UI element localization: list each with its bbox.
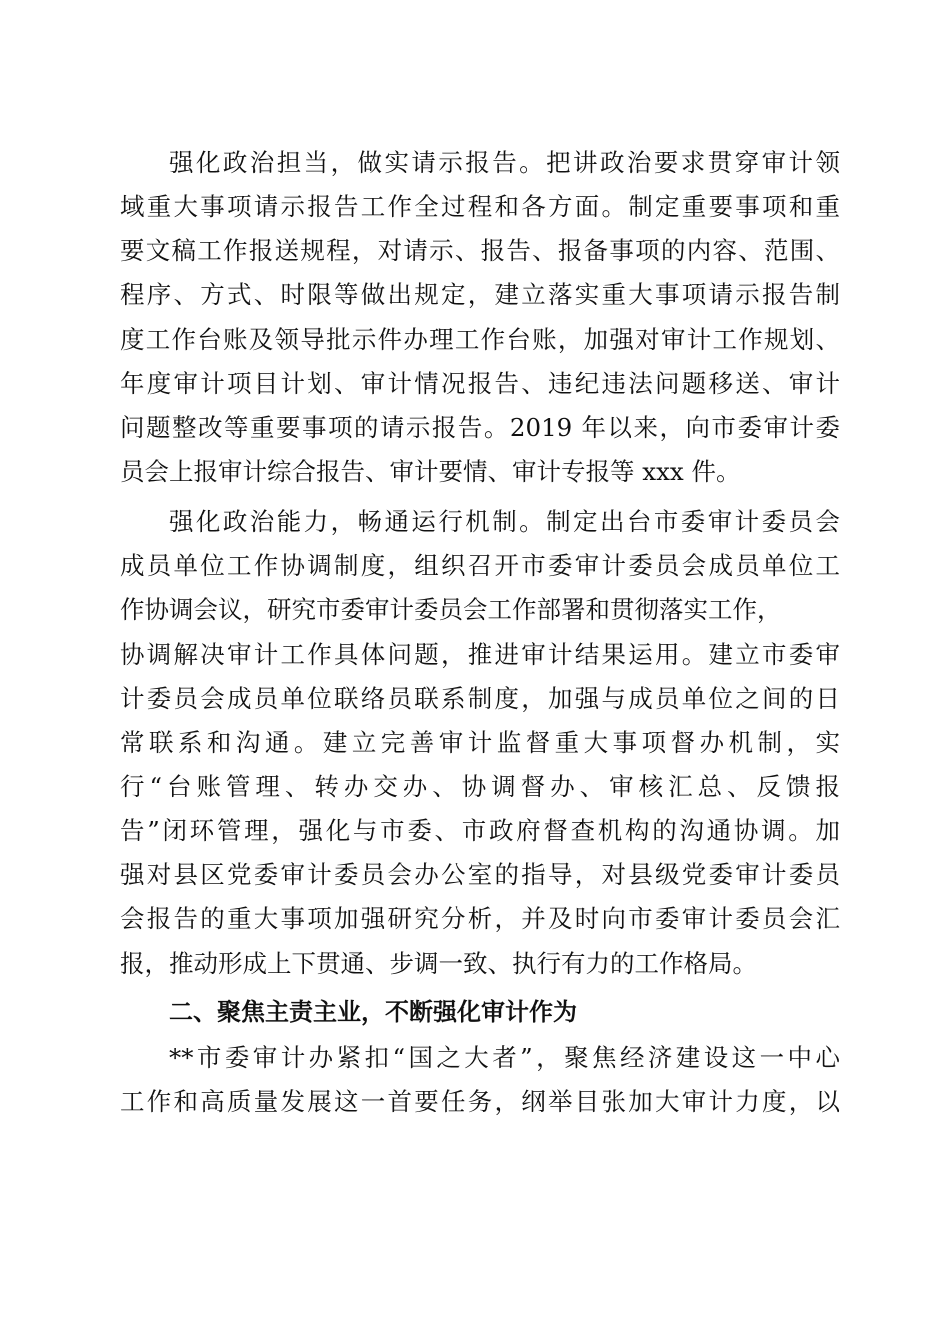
paragraph-line: 报，推动形成上下贯通、步调一致、执行有力的工作格局。: [120, 949, 757, 978]
paragraph-line: 会报告的重大事项加强研究分析，并及时向市委审计委员会汇: [120, 904, 840, 933]
paragraph-line: 强化政治担当，做实请示报告。把讲政治要求贯穿审计领: [169, 148, 840, 177]
paragraph-line: 度工作台账及领导批示件办理工作台账，加强对审计工作规划、: [120, 325, 840, 354]
paragraph-line: 年度审计项目计划、审计情况报告、违纪违法问题移送、审计: [120, 369, 840, 398]
paragraph-line: 问题整改等重要事项的请示报告。2019 年以来，向市委审计委: [120, 413, 840, 442]
paragraph-line: 员会上报审计综合报告、审计要情、审计专报等 xxx 件。: [120, 457, 741, 486]
paragraph-line: 作协调会议，研究市委审计委员会工作部署和贯彻落实工作，: [120, 595, 782, 624]
paragraph-line: 常联系和沟通。建立完善审计监督重大事项督办机制，实: [120, 728, 840, 757]
paragraph-line: **市委审计办紧扣“国之大者”，聚焦经济建设这一中心: [169, 1043, 840, 1072]
paragraph-line: 协调解决审计工作具体问题，推进审计结果运用。建立市委审: [120, 640, 840, 669]
paragraph-line: 程序、方式、时限等做出规定，建立落实重大事项请示报告制: [120, 280, 840, 309]
paragraph-line: 域重大事项请示报告工作全过程和各方面。制定重要事项和重: [120, 192, 840, 221]
section-heading: 二、聚焦主责主业，不断强化审计作为: [169, 998, 577, 1026]
paragraph-line: 强化政治能力，畅通运行机制。制定出台市委审计委员会: [169, 507, 840, 536]
paragraph-line: 计委员会成员单位联络员联系制度，加强与成员单位之间的日: [120, 684, 840, 713]
paragraph-line: 行“台账管理、转办交办、协调督办、审核汇总、反馈报: [120, 772, 840, 801]
paragraph-line: 工作和高质量发展这一首要任务，纲举目张加大审计力度，以: [120, 1087, 840, 1116]
paragraph-line: 要文稿工作报送规程，对请示、报告、报备事项的内容、范围、: [120, 236, 840, 265]
paragraph-line: 强对县区党委审计委员会办公室的指导，对县级党委审计委员: [120, 860, 840, 889]
paragraph-line: 成员单位工作协调制度，组织召开市委审计委员会成员单位工: [120, 551, 840, 580]
paragraph-line: 告”闭环管理，强化与市委、市政府督查机构的沟通协调。加: [120, 816, 840, 845]
